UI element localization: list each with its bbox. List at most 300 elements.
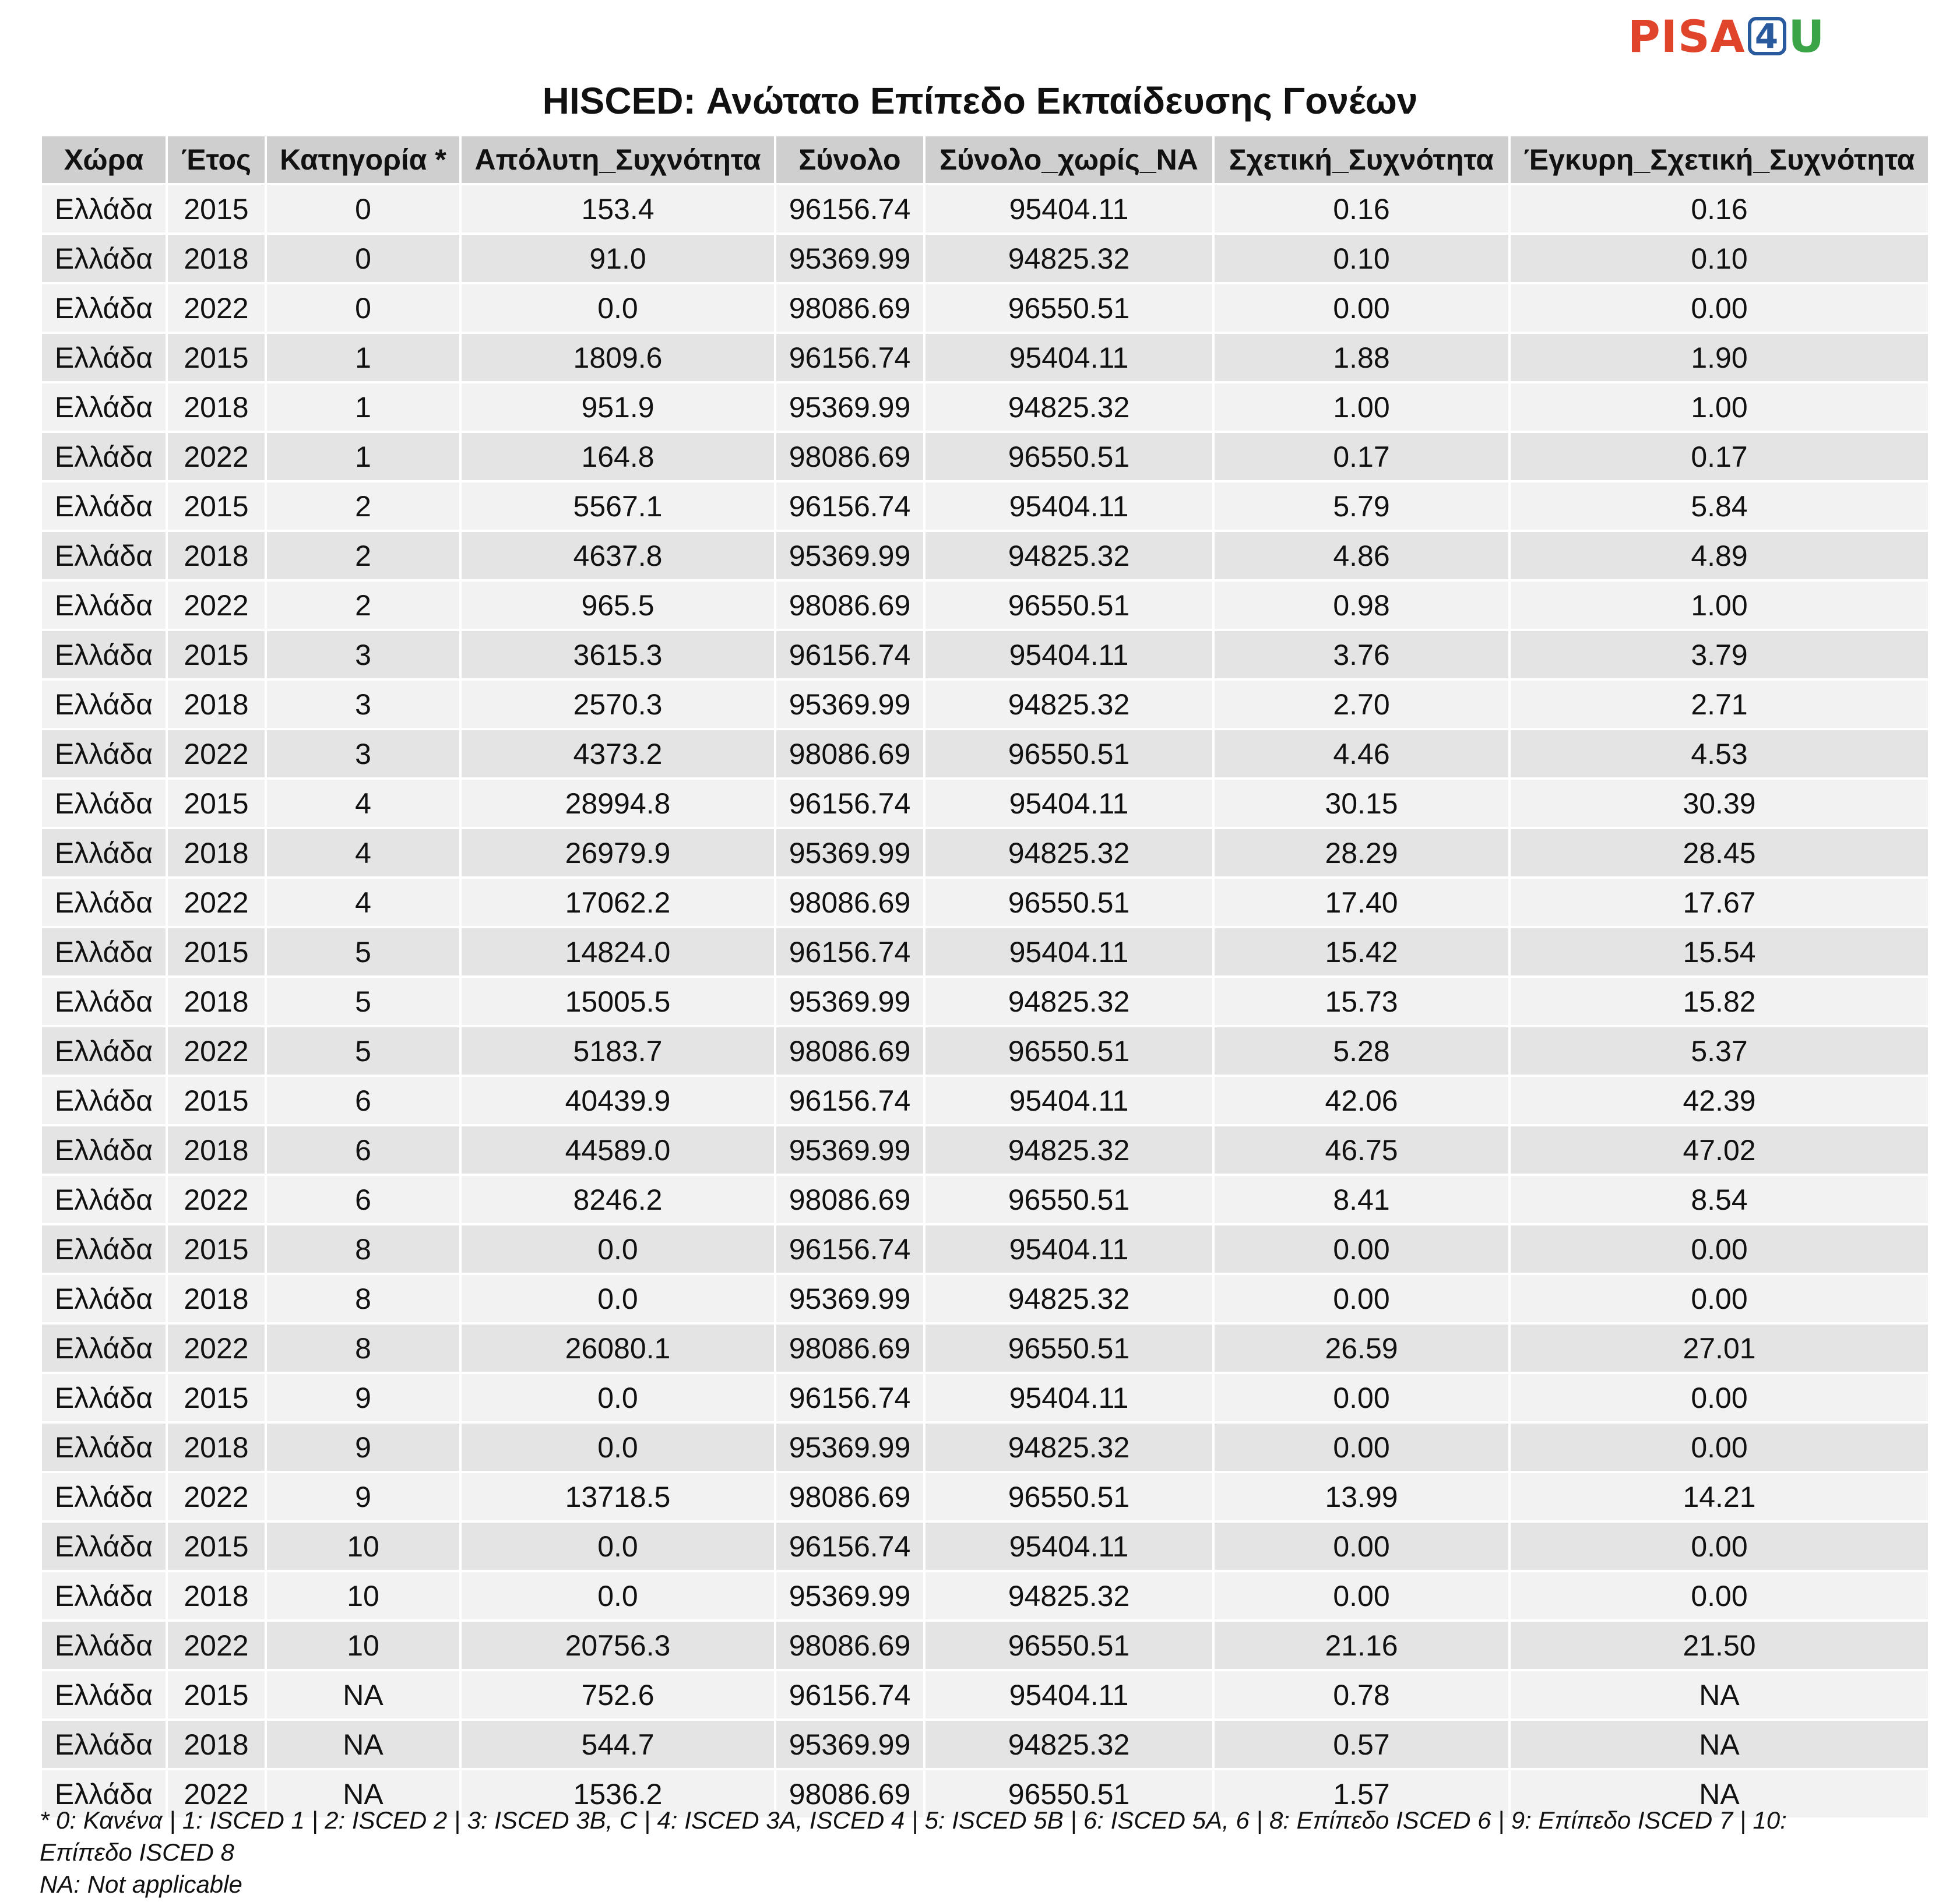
cell-year: 2018 (167, 382, 266, 432)
cell-relative-frequency: 0.00 (1213, 1224, 1509, 1274)
cell-total-without-na: 95404.11 (924, 1076, 1213, 1125)
cell-total: 96156.74 (775, 1670, 924, 1720)
table-row (41, 927, 1929, 977)
cell-absolute-frequency: 13718.5 (460, 1472, 775, 1521)
cell-category: 4 (266, 779, 460, 828)
cell-total-without-na: 96550.51 (924, 432, 1213, 481)
cell-valid-relative-frequency: 0.17 (1509, 432, 1929, 481)
cell-valid-relative-frequency: 0.16 (1509, 184, 1929, 234)
cell-relative-frequency: 42.06 (1213, 1076, 1509, 1125)
cell-relative-frequency: 30.15 (1213, 779, 1509, 828)
cell-total-without-na: 95404.11 (924, 927, 1213, 977)
cell-valid-relative-frequency: 42.39 (1509, 1076, 1929, 1125)
cell-absolute-frequency: 8246.2 (460, 1175, 775, 1224)
cell-valid-relative-frequency: 0.00 (1509, 1274, 1929, 1323)
cell-country: Ελλάδα (41, 679, 167, 729)
cell-year: 2022 (167, 1026, 266, 1076)
cell-total: 95369.99 (775, 1571, 924, 1621)
cell-total: 96156.74 (775, 630, 924, 679)
cell-total-without-na: 96550.51 (924, 1323, 1213, 1373)
cell-total-without-na: 95404.11 (924, 1521, 1213, 1571)
table-row (41, 1224, 1929, 1274)
cell-absolute-frequency: 0.0 (460, 1422, 775, 1472)
cell-absolute-frequency: 965.5 (460, 580, 775, 630)
cell-total-without-na: 94825.32 (924, 1422, 1213, 1472)
cell-valid-relative-frequency: 1.00 (1509, 580, 1929, 630)
cell-absolute-frequency: 20756.3 (460, 1621, 775, 1670)
cell-category: 5 (266, 1026, 460, 1076)
cell-category: 10 (266, 1521, 460, 1571)
cell-category: 8 (266, 1224, 460, 1274)
cell-country: Ελλάδα (41, 1720, 167, 1769)
table-row (41, 1521, 1929, 1571)
cell-year: 2022 (167, 1472, 266, 1521)
cell-total: 98086.69 (775, 283, 924, 333)
cell-absolute-frequency: 5183.7 (460, 1026, 775, 1076)
cell-total-without-na: 94825.32 (924, 382, 1213, 432)
cell-category: 0 (266, 184, 460, 234)
cell-valid-relative-frequency: 2.71 (1509, 679, 1929, 729)
logo-pisa-text: PISA (1628, 10, 1746, 62)
pisa4u-logo (1628, 7, 1825, 65)
cell-relative-frequency: 0.10 (1213, 234, 1509, 283)
cell-total-without-na: 96550.51 (924, 283, 1213, 333)
table-row (41, 1026, 1929, 1076)
page-title: HISCED: Ανώτατο Επίπεδο Εκπαίδευσης Γονέων (542, 80, 1418, 122)
table-row (41, 779, 1929, 828)
cell-valid-relative-frequency: 0.00 (1509, 1422, 1929, 1472)
cell-category: 3 (266, 729, 460, 779)
cell-country: Ελλάδα (41, 977, 167, 1026)
table-row (41, 1274, 1929, 1323)
table-row (41, 1621, 1929, 1670)
cell-country: Ελλάδα (41, 234, 167, 283)
table-row (41, 382, 1929, 432)
cell-country: Ελλάδα (41, 1274, 167, 1323)
table-row (41, 1670, 1929, 1720)
cell-year: 2018 (167, 234, 266, 283)
table-row (41, 1422, 1929, 1472)
cell-total: 98086.69 (775, 580, 924, 630)
cell-total-without-na: 94825.32 (924, 1274, 1213, 1323)
cell-relative-frequency: 1.88 (1213, 333, 1509, 382)
cell-relative-frequency: 5.79 (1213, 481, 1509, 531)
cell-total-without-na: 94825.32 (924, 1125, 1213, 1175)
cell-absolute-frequency: 40439.9 (460, 1076, 775, 1125)
cell-absolute-frequency: 0.0 (460, 283, 775, 333)
cell-absolute-frequency: 91.0 (460, 234, 775, 283)
cell-category: 10 (266, 1571, 460, 1621)
cell-country: Ελλάδα (41, 729, 167, 779)
cell-country: Ελλάδα (41, 481, 167, 531)
cell-country: Ελλάδα (41, 1571, 167, 1621)
cell-category: 8 (266, 1274, 460, 1323)
cell-category: 1 (266, 382, 460, 432)
cell-relative-frequency: 15.42 (1213, 927, 1509, 977)
cell-total: 98086.69 (775, 729, 924, 779)
cell-total-without-na: 96550.51 (924, 1769, 1213, 1819)
cell-absolute-frequency: 0.0 (460, 1274, 775, 1323)
cell-year: 2015 (167, 1373, 266, 1422)
cell-absolute-frequency: 164.8 (460, 432, 775, 481)
column-header-absolute-frequency: Απόλυτη_Συχνότητα (460, 135, 775, 184)
cell-valid-relative-frequency: 5.84 (1509, 481, 1929, 531)
table-row (41, 977, 1929, 1026)
cell-country: Ελλάδα (41, 531, 167, 580)
table-row (41, 1323, 1929, 1373)
cell-category: 3 (266, 630, 460, 679)
cell-year: 2022 (167, 283, 266, 333)
cell-year: 2022 (167, 432, 266, 481)
cell-year: 2022 (167, 1621, 266, 1670)
table-row (41, 531, 1929, 580)
cell-relative-frequency: 0.00 (1213, 1422, 1509, 1472)
cell-category: 10 (266, 1621, 460, 1670)
cell-category: 4 (266, 878, 460, 927)
table-row (41, 828, 1929, 878)
cell-valid-relative-frequency: NA (1509, 1720, 1929, 1769)
table-row (41, 1472, 1929, 1521)
cell-total: 98086.69 (775, 1621, 924, 1670)
cell-country: Ελλάδα (41, 184, 167, 234)
cell-absolute-frequency: 752.6 (460, 1670, 775, 1720)
cell-year: 2015 (167, 779, 266, 828)
table-row (41, 283, 1929, 333)
cell-total: 95369.99 (775, 1125, 924, 1175)
cell-total-without-na: 95404.11 (924, 1670, 1213, 1720)
cell-relative-frequency: 28.29 (1213, 828, 1509, 878)
cell-total-without-na: 95404.11 (924, 779, 1213, 828)
cell-country: Ελλάδα (41, 927, 167, 977)
column-header-category: Κατηγορία * (266, 135, 460, 184)
cell-relative-frequency: 0.57 (1213, 1720, 1509, 1769)
cell-absolute-frequency: 544.7 (460, 1720, 775, 1769)
cell-valid-relative-frequency: 17.67 (1509, 878, 1929, 927)
cell-valid-relative-frequency: 0.00 (1509, 283, 1929, 333)
cell-country: Ελλάδα (41, 333, 167, 382)
cell-category: 1 (266, 432, 460, 481)
cell-valid-relative-frequency: 0.00 (1509, 1224, 1929, 1274)
cell-valid-relative-frequency: NA (1509, 1670, 1929, 1720)
cell-year: 2022 (167, 729, 266, 779)
cell-total-without-na: 95404.11 (924, 333, 1213, 382)
cell-valid-relative-frequency: 8.54 (1509, 1175, 1929, 1224)
cell-total: 96156.74 (775, 333, 924, 382)
cell-category: 4 (266, 828, 460, 878)
cell-valid-relative-frequency: 4.53 (1509, 729, 1929, 779)
cell-total: 95369.99 (775, 1274, 924, 1323)
cell-relative-frequency: 1.57 (1213, 1769, 1509, 1819)
cell-absolute-frequency: 28994.8 (460, 779, 775, 828)
cell-category: 9 (266, 1472, 460, 1521)
table-row (41, 1373, 1929, 1422)
cell-year: 2015 (167, 630, 266, 679)
table-row (41, 580, 1929, 630)
cell-country: Ελλάδα (41, 1076, 167, 1125)
table-row (41, 878, 1929, 927)
cell-valid-relative-frequency: 0.10 (1509, 234, 1929, 283)
cell-category: 2 (266, 580, 460, 630)
cell-year: 2022 (167, 878, 266, 927)
cell-total-without-na: 96550.51 (924, 878, 1213, 927)
cell-total-without-na: 94825.32 (924, 977, 1213, 1026)
cell-total: 98086.69 (775, 1472, 924, 1521)
cell-valid-relative-frequency: 47.02 (1509, 1125, 1929, 1175)
table-body (41, 184, 1929, 1819)
cell-category: 6 (266, 1125, 460, 1175)
table-row (41, 234, 1929, 283)
cell-year: 2015 (167, 481, 266, 531)
cell-total: 96156.74 (775, 1521, 924, 1571)
table-row (41, 1571, 1929, 1621)
cell-absolute-frequency: 0.0 (460, 1571, 775, 1621)
cell-country: Ελλάδα (41, 1769, 167, 1819)
table-row (41, 679, 1929, 729)
cell-relative-frequency: 46.75 (1213, 1125, 1509, 1175)
cell-total-without-na: 95404.11 (924, 630, 1213, 679)
cell-year: 2015 (167, 1521, 266, 1571)
cell-category: 5 (266, 927, 460, 977)
cell-category: NA (266, 1769, 460, 1819)
cell-year: 2015 (167, 927, 266, 977)
cell-absolute-frequency: 15005.5 (460, 977, 775, 1026)
column-header-year: Έτος (167, 135, 266, 184)
cell-relative-frequency: 15.73 (1213, 977, 1509, 1026)
table-row (41, 432, 1929, 481)
cell-absolute-frequency: 17062.2 (460, 878, 775, 927)
cell-relative-frequency: 0.17 (1213, 432, 1509, 481)
cell-absolute-frequency: 26979.9 (460, 828, 775, 878)
cell-absolute-frequency: 4637.8 (460, 531, 775, 580)
cell-relative-frequency: 2.70 (1213, 679, 1509, 729)
cell-year: 2018 (167, 977, 266, 1026)
cell-total-without-na: 94825.32 (924, 234, 1213, 283)
cell-year: 2022 (167, 1175, 266, 1224)
cell-absolute-frequency: 153.4 (460, 184, 775, 234)
cell-year: 2022 (167, 1769, 266, 1819)
cell-relative-frequency: 0.00 (1213, 1521, 1509, 1571)
cell-total: 96156.74 (775, 184, 924, 234)
cell-category: 8 (266, 1323, 460, 1373)
cell-year: 2022 (167, 1323, 266, 1373)
cell-total: 98086.69 (775, 1323, 924, 1373)
cell-total-without-na: 96550.51 (924, 1175, 1213, 1224)
cell-category: 0 (266, 283, 460, 333)
cell-valid-relative-frequency: 0.00 (1509, 1373, 1929, 1422)
cell-relative-frequency: 0.00 (1213, 1373, 1509, 1422)
cell-valid-relative-frequency: 5.37 (1509, 1026, 1929, 1076)
cell-total: 95369.99 (775, 1422, 924, 1472)
cell-total: 96156.74 (775, 927, 924, 977)
cell-year: 2015 (167, 184, 266, 234)
cell-category: 6 (266, 1076, 460, 1125)
column-header-total-without-na: Σύνολο_χωρίς_NA (924, 135, 1213, 184)
cell-absolute-frequency: 0.0 (460, 1373, 775, 1422)
cell-valid-relative-frequency: 30.39 (1509, 779, 1929, 828)
cell-category: 3 (266, 679, 460, 729)
cell-year: 2018 (167, 1720, 266, 1769)
cell-year: 2018 (167, 1422, 266, 1472)
cell-total: 98086.69 (775, 878, 924, 927)
table-row (41, 184, 1929, 234)
cell-total: 96156.74 (775, 1076, 924, 1125)
cell-relative-frequency: 0.98 (1213, 580, 1509, 630)
cell-year: 2018 (167, 828, 266, 878)
cell-total-without-na: 94825.32 (924, 679, 1213, 729)
logo-u-text: U (1788, 10, 1825, 62)
cell-valid-relative-frequency: 4.89 (1509, 531, 1929, 580)
cell-relative-frequency: 5.28 (1213, 1026, 1509, 1076)
cell-total: 95369.99 (775, 1720, 924, 1769)
cell-country: Ελλάδα (41, 878, 167, 927)
cell-year: 2015 (167, 1670, 266, 1720)
cell-total: 96156.74 (775, 1224, 924, 1274)
table-header-row (41, 135, 1929, 184)
cell-total: 98086.69 (775, 432, 924, 481)
cell-total-without-na: 96550.51 (924, 1621, 1213, 1670)
footnote-categories: * 0: Κανένα | 1: ISCED 1 | 2: ISCED 2 | 3: ISCED 3B, C | 4: ISCED 3A, ISCED 4 | 5: ISCED 5B | 6: ISCED 5A, 6 | 8: Επίπεδο ISCED 6 | 9: Επίπεδο ISCED 7 | 10: (40, 1806, 1787, 1834)
cell-valid-relative-frequency: 21.50 (1509, 1621, 1929, 1670)
cell-year: 2018 (167, 1571, 266, 1621)
cell-country: Ελλάδα (41, 580, 167, 630)
cell-relative-frequency: 4.46 (1213, 729, 1509, 779)
cell-absolute-frequency: 0.0 (460, 1224, 775, 1274)
column-header-relative-frequency: Σχετική_Συχνότητα (1213, 135, 1509, 184)
cell-category: 1 (266, 333, 460, 382)
cell-year: 2018 (167, 1274, 266, 1323)
cell-total: 95369.99 (775, 234, 924, 283)
cell-relative-frequency: 21.16 (1213, 1621, 1509, 1670)
table-row (41, 1720, 1929, 1769)
table-row (41, 1175, 1929, 1224)
cell-total: 96156.74 (775, 1373, 924, 1422)
cell-total: 96156.74 (775, 779, 924, 828)
cell-valid-relative-frequency: 15.82 (1509, 977, 1929, 1026)
cell-total-without-na: 94825.32 (924, 531, 1213, 580)
cell-valid-relative-frequency: 0.00 (1509, 1571, 1929, 1621)
cell-total-without-na: 94825.32 (924, 1571, 1213, 1621)
cell-category: 6 (266, 1175, 460, 1224)
column-header-total: Σύνολο (775, 135, 924, 184)
cell-valid-relative-frequency: 3.79 (1509, 630, 1929, 679)
cell-year: 2018 (167, 679, 266, 729)
column-header-country: Χώρα (41, 135, 167, 184)
cell-total-without-na: 95404.11 (924, 1373, 1213, 1422)
table-row (41, 630, 1929, 679)
cell-relative-frequency: 0.00 (1213, 283, 1509, 333)
cell-year: 2022 (167, 580, 266, 630)
cell-absolute-frequency: 951.9 (460, 382, 775, 432)
cell-total: 95369.99 (775, 531, 924, 580)
cell-absolute-frequency: 3615.3 (460, 630, 775, 679)
cell-valid-relative-frequency: 0.00 (1509, 1521, 1929, 1571)
cell-country: Ελλάδα (41, 1521, 167, 1571)
logo-four-box: 4 (1748, 17, 1786, 55)
cell-total-without-na: 95404.11 (924, 1224, 1213, 1274)
table-row (41, 1076, 1929, 1125)
cell-category: 0 (266, 234, 460, 283)
cell-total-without-na: 94825.32 (924, 1720, 1213, 1769)
cell-country: Ελλάδα (41, 779, 167, 828)
cell-category: 5 (266, 977, 460, 1026)
cell-total: 95369.99 (775, 828, 924, 878)
cell-relative-frequency: 0.00 (1213, 1274, 1509, 1323)
cell-total: 95369.99 (775, 382, 924, 432)
cell-relative-frequency: 4.86 (1213, 531, 1509, 580)
cell-relative-frequency: 13.99 (1213, 1472, 1509, 1521)
cell-category: 2 (266, 481, 460, 531)
cell-valid-relative-frequency: 14.21 (1509, 1472, 1929, 1521)
cell-valid-relative-frequency: 1.00 (1509, 382, 1929, 432)
cell-total-without-na: 96550.51 (924, 1026, 1213, 1076)
table-row (41, 729, 1929, 779)
cell-country: Ελλάδα (41, 1472, 167, 1521)
cell-relative-frequency: 1.00 (1213, 382, 1509, 432)
table-row (41, 1125, 1929, 1175)
cell-total: 95369.99 (775, 679, 924, 729)
cell-relative-frequency: 0.16 (1213, 184, 1509, 234)
cell-total: 98086.69 (775, 1769, 924, 1819)
cell-year: 2015 (167, 1224, 266, 1274)
cell-country: Ελλάδα (41, 1422, 167, 1472)
cell-relative-frequency: 26.59 (1213, 1323, 1509, 1373)
cell-valid-relative-frequency: 15.54 (1509, 927, 1929, 977)
footnote-categories-cont: Επίπεδο ISCED 8 (40, 1838, 234, 1866)
cell-category: NA (266, 1670, 460, 1720)
cell-absolute-frequency: 1536.2 (460, 1769, 775, 1819)
cell-country: Ελλάδα (41, 1670, 167, 1720)
cell-absolute-frequency: 26080.1 (460, 1323, 775, 1373)
cell-country: Ελλάδα (41, 283, 167, 333)
cell-year: 2018 (167, 1125, 266, 1175)
cell-absolute-frequency: 4373.2 (460, 729, 775, 779)
cell-total: 98086.69 (775, 1026, 924, 1076)
cell-country: Ελλάδα (41, 630, 167, 679)
cell-category: 9 (266, 1422, 460, 1472)
cell-country: Ελλάδα (41, 1621, 167, 1670)
cell-total-without-na: 95404.11 (924, 481, 1213, 531)
footnote-na: NA: Not applicable (40, 1871, 242, 1898)
cell-absolute-frequency: 0.0 (460, 1521, 775, 1571)
cell-category: 2 (266, 531, 460, 580)
cell-relative-frequency: 17.40 (1213, 878, 1509, 927)
footnote (40, 1804, 1875, 1900)
cell-country: Ελλάδα (41, 382, 167, 432)
cell-country: Ελλάδα (41, 1175, 167, 1224)
cell-total: 98086.69 (775, 1175, 924, 1224)
cell-total: 95369.99 (775, 977, 924, 1026)
cell-year: 2018 (167, 531, 266, 580)
cell-country: Ελλάδα (41, 1323, 167, 1373)
cell-country: Ελλάδα (41, 1026, 167, 1076)
cell-valid-relative-frequency: 27.01 (1509, 1323, 1929, 1373)
cell-valid-relative-frequency: 28.45 (1509, 828, 1929, 878)
cell-absolute-frequency: 14824.0 (460, 927, 775, 977)
cell-absolute-frequency: 44589.0 (460, 1125, 775, 1175)
cell-total-without-na: 96550.51 (924, 1472, 1213, 1521)
cell-total-without-na: 96550.51 (924, 729, 1213, 779)
cell-country: Ελλάδα (41, 1224, 167, 1274)
frequency-table (40, 134, 1930, 1820)
cell-total-without-na: 96550.51 (924, 580, 1213, 630)
cell-year: 2015 (167, 333, 266, 382)
cell-year: 2015 (167, 1076, 266, 1125)
cell-relative-frequency: 3.76 (1213, 630, 1509, 679)
cell-absolute-frequency: 5567.1 (460, 481, 775, 531)
cell-country: Ελλάδα (41, 1125, 167, 1175)
cell-relative-frequency: 0.00 (1213, 1571, 1509, 1621)
table-row (41, 481, 1929, 531)
